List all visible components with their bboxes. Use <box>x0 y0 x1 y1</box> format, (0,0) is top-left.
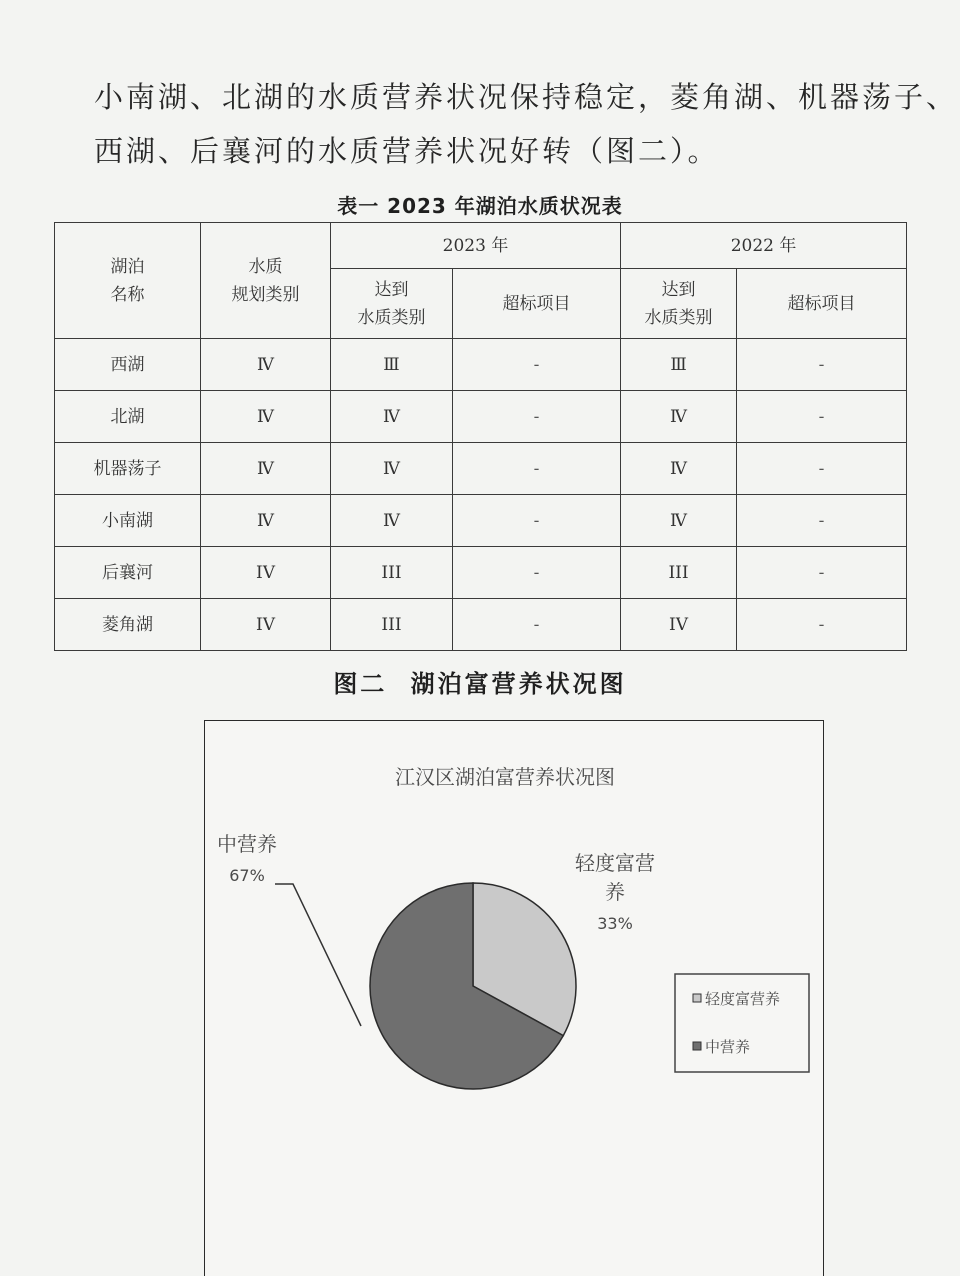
exceed-2023-cell: - <box>453 547 621 599</box>
chart-title: 江汉区湖泊富营养状况图 <box>395 765 615 789</box>
achieved-2022-cell: Ⅳ <box>621 443 737 495</box>
lake-name-cell: 西湖 <box>55 339 201 391</box>
header-exceed-2022: 超标项目 <box>737 269 907 339</box>
lake-name-cell: 北湖 <box>55 391 201 443</box>
exceed-2023-cell: - <box>453 495 621 547</box>
paragraph-line-1: 小南湖、北湖的水质营养状况保持稳定，菱角湖、机器荡子、 <box>94 80 959 114</box>
exceed-2022-cell: - <box>737 339 907 391</box>
exceed-2022-cell: - <box>737 599 907 651</box>
light-slice-name-line2: 养 <box>605 880 625 904</box>
pie-chart-frame <box>204 720 824 1276</box>
legend-swatch-mid <box>693 1042 701 1050</box>
achieved-2023-cell: III <box>331 599 453 651</box>
legend-box <box>675 974 809 1072</box>
header-achieved-2023: 达到 水质类别 <box>331 269 453 339</box>
mid-slice-percent: 67% <box>229 866 265 885</box>
exceed-2023-cell: - <box>453 443 621 495</box>
legend-swatch-light <box>693 994 701 1002</box>
exceed-2022-cell: - <box>737 391 907 443</box>
planned-class-cell: Ⅳ <box>201 443 331 495</box>
legend-label-light: 轻度富营养 <box>705 990 781 1008</box>
mid-slice-name: 中营养 <box>217 832 277 856</box>
pie-slices <box>370 883 576 1089</box>
legend-label-mid: 中营养 <box>705 1038 751 1056</box>
exceed-2022-cell: - <box>737 495 907 547</box>
header-exceed-2023: 超标项目 <box>453 269 621 339</box>
lake-name-cell: 后襄河 <box>55 547 201 599</box>
achieved-2022-cell: Ⅳ <box>621 391 737 443</box>
light-slice-name-line1: 轻度富营 <box>575 851 655 875</box>
table-row <box>55 391 907 443</box>
planned-class-cell: IV <box>201 599 331 651</box>
table-row <box>55 339 907 391</box>
header-year-2022: 2022 年 <box>621 223 907 269</box>
figure-title: 图二 湖泊富营养状况图 <box>333 670 627 698</box>
paragraph-line-2: 西湖、后襄河的水质营养状况好转（图二）。 <box>94 134 720 168</box>
exceed-2023-cell: - <box>453 391 621 443</box>
lake-name-cell: 小南湖 <box>55 495 201 547</box>
planned-class-cell: Ⅳ <box>201 391 331 443</box>
planned-class-cell: IV <box>201 547 331 599</box>
exceed-2023-cell: - <box>453 339 621 391</box>
light-slice-percent: 33% <box>597 914 633 933</box>
pie-chart <box>205 721 825 1276</box>
exceed-2023-cell: - <box>453 599 621 651</box>
exceed-2022-cell: - <box>737 547 907 599</box>
achieved-2023-cell: Ⅳ <box>331 495 453 547</box>
achieved-2022-cell: Ⅳ <box>621 495 737 547</box>
planned-class-cell: Ⅳ <box>201 339 331 391</box>
header-lake-name: 湖泊 名称 <box>55 223 201 339</box>
table-row <box>55 495 907 547</box>
achieved-2022-cell: III <box>621 547 737 599</box>
body-paragraph <box>94 70 959 178</box>
achieved-2023-cell: III <box>331 547 453 599</box>
lake-name-cell: 机器荡子 <box>55 443 201 495</box>
achieved-2023-cell: Ⅳ <box>331 391 453 443</box>
water-quality-table <box>54 222 907 651</box>
achieved-2022-cell: IV <box>621 599 737 651</box>
mid-leader-line <box>275 884 361 1026</box>
table-row <box>55 547 907 599</box>
exceed-2022-cell: - <box>737 443 907 495</box>
header-achieved-2022: 达到 水质类别 <box>621 269 737 339</box>
table-title: 表一 2023 年湖泊水质状况表 <box>337 194 623 218</box>
achieved-2023-cell: Ⅲ <box>331 339 453 391</box>
planned-class-cell: Ⅳ <box>201 495 331 547</box>
achieved-2023-cell: Ⅳ <box>331 443 453 495</box>
header-planned-class: 水质 规划类别 <box>201 223 331 339</box>
table-row <box>55 443 907 495</box>
achieved-2022-cell: Ⅲ <box>621 339 737 391</box>
lake-name-cell: 菱角湖 <box>55 599 201 651</box>
table-row <box>55 599 907 651</box>
header-year-2023: 2023 年 <box>331 223 621 269</box>
